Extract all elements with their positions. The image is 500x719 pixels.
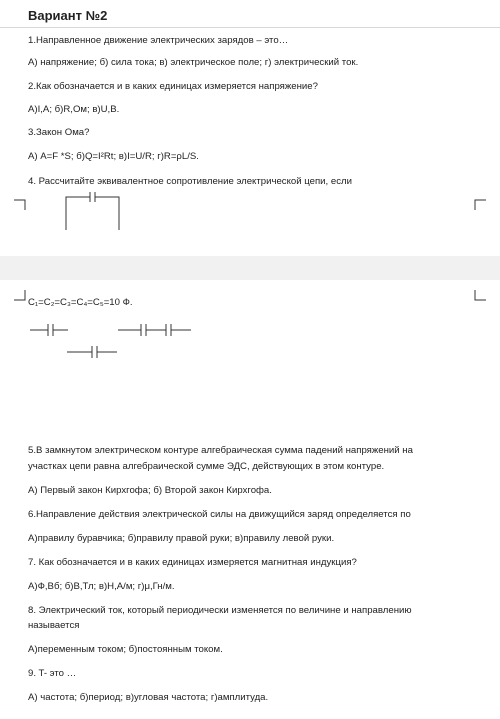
question-8-options: А)переменным током; б)постоянным током. [28,644,223,655]
question-6-options: А)правилу буравчика; б)правилу правой руки; в)правилу левой руки. [28,533,335,544]
question-4-given: C₁=C₂=C₃=C₄=C₅=10 Ф. [28,297,133,308]
question-7: 7. Как обозначается и в каких единицах измеряется магнитная индукция? [28,557,357,568]
crop-mark [475,290,486,300]
question-3-options: А) A=F *S; б)Q=I²Rt; в)I=U/R; г)R=ρL/S. [28,151,199,162]
question-6: 6.Направление действия электрической силы на движущийся заряд определяется по [28,509,411,520]
question-5-options: А) Первый закон Кирхгофа; б) Второй закон Кирхгофа. [28,485,272,496]
question-7-options: А)Ф,Вб; б)В,Тл; в)Н,А/м; г)μ,Гн/м. [28,581,175,592]
capacitor-chain [118,324,191,336]
page-title: Вариант №2 [28,8,108,23]
capacitor-c5 [67,346,117,358]
question-4: 4. Рассчитайте эквивалентное сопротивление электрической цепи, если [28,176,352,187]
question-5: 5.В замкнутом электрическом контуре алгебраическая сумма падений напряжений на [28,445,413,456]
question-5-cont: участках цепи равна алгебраической сумме ЭДС, действующих в этом контуре. [28,461,385,472]
question-8-cont: называется [28,620,80,631]
question-1: 1.Направленное движение электрических зарядов – это… [28,35,289,46]
capacitor-top [66,192,119,230]
question-2: 2.Как обозначается и в каких единицах измеряется напряжение? [28,81,318,92]
crop-mark [14,290,25,300]
question-3: 3.Закон Ома? [28,127,90,138]
question-9: 9. T- это … [28,668,77,679]
crop-mark [14,200,25,210]
question-8: 8. Электрический ток, который периодически изменяется по величине и направлению [28,605,412,616]
crop-mark [475,200,486,210]
question-2-options: А)I,A; б)R,Ом; в)U,B. [28,104,120,115]
question-1-options: А) напряжение; б) сила тока; в) электрическое поле; г) электрический ток. [28,57,359,68]
capacitor-c1 [30,324,68,336]
question-9-options: А) частота; б)период; в)угловая частота; г)амплитуда. [28,692,269,703]
